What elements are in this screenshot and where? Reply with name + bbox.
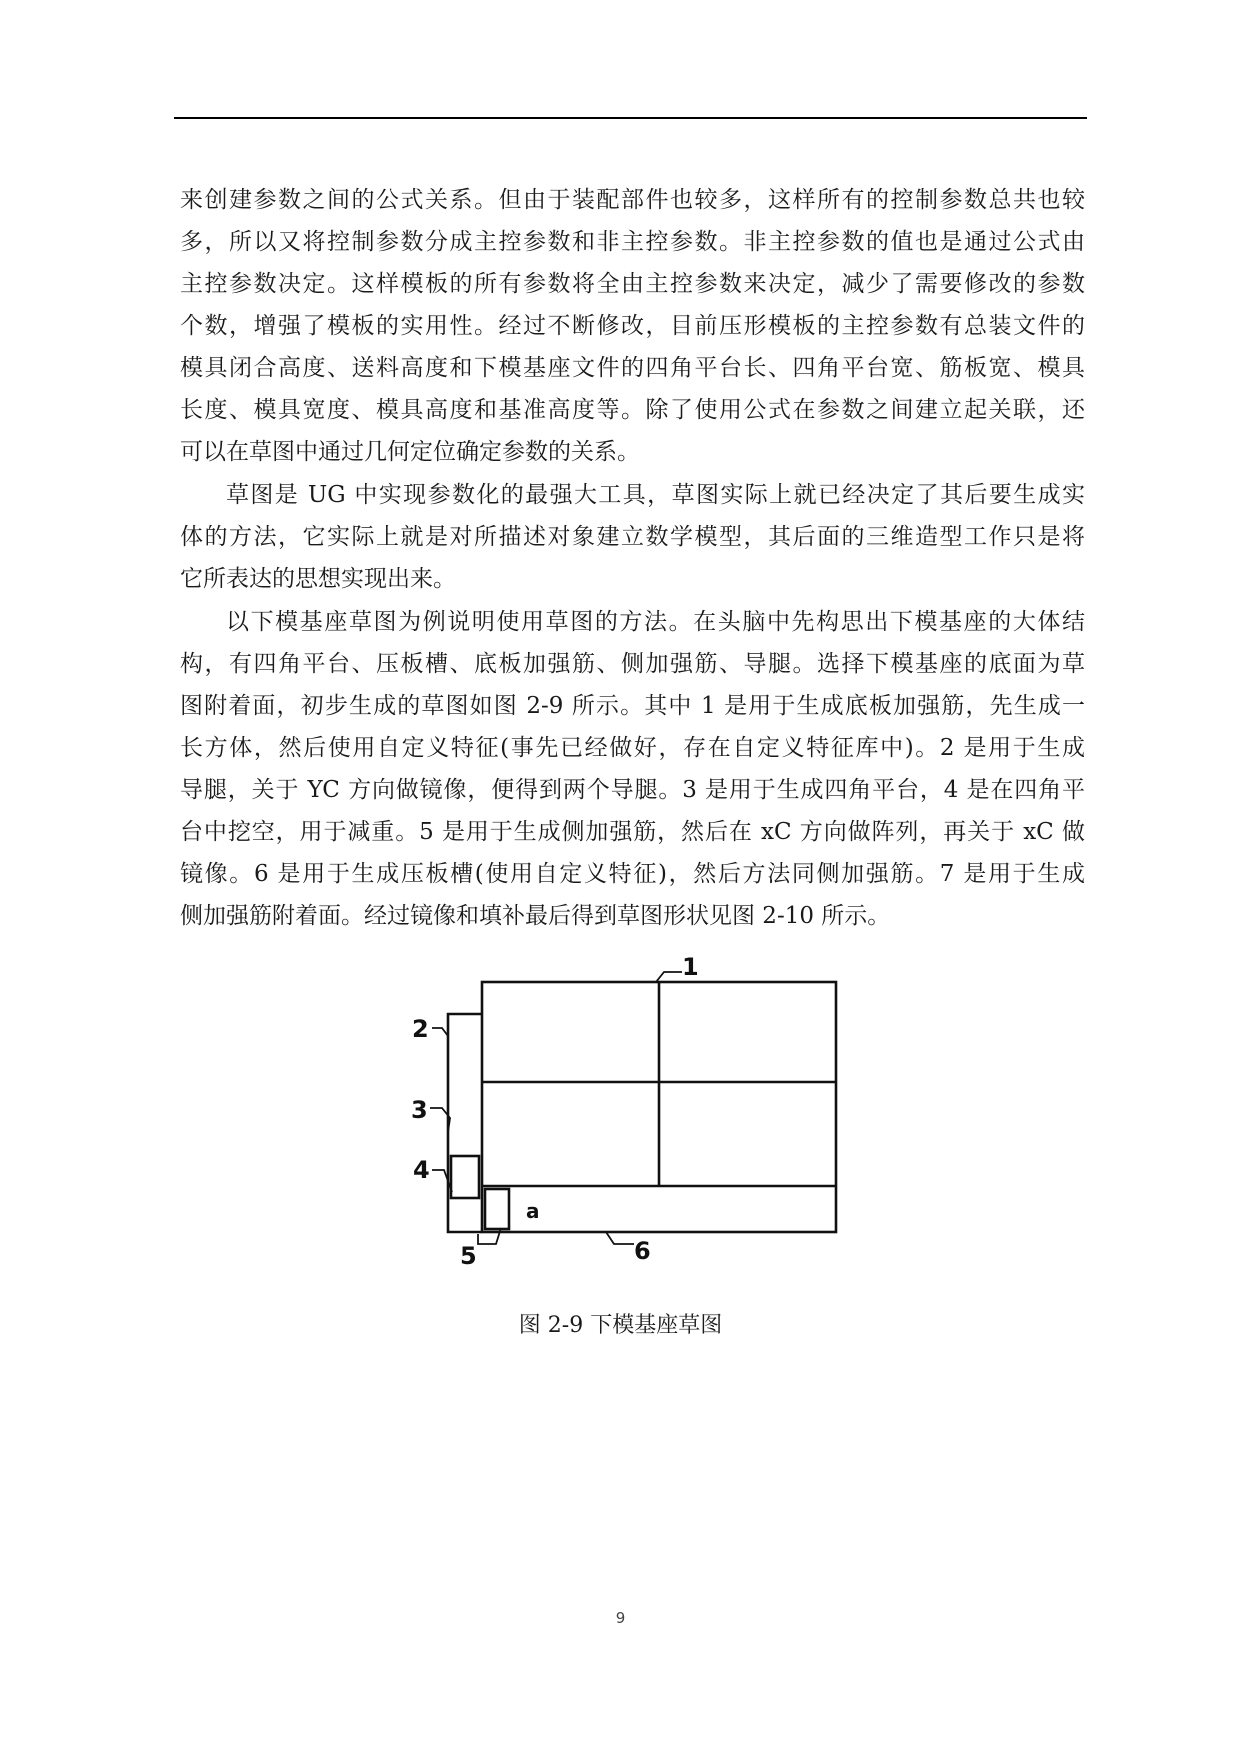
text-line: 图附着面，初步生成的草图如图 2-9 所示。其中 1 是用于生成底板加强筋，先生成一	[180, 693, 1085, 719]
label-a: a	[526, 1199, 540, 1223]
text-line: 体的方法，它实际上就是对所描述对象建立数学模型，其后面的三维造型工作只是将	[180, 524, 1085, 550]
text-line: 个数，增强了模板的实用性。经过不断修改，目前压形模板的主控参数有总装文件的	[180, 313, 1085, 339]
small-square	[485, 1189, 509, 1229]
figure-caption: 图 2-9 下模基座草图	[518, 1313, 723, 1338]
sketch-drawing	[398, 948, 858, 1283]
text-line: 以下模基座草图为例说明使用草图的方法。在头脑中先构思出下模基座的大体结	[226, 609, 1085, 635]
label-2: 2	[412, 1015, 429, 1043]
text-line: 可以在草图中通过几何定位确定参数的关系。	[180, 439, 640, 465]
text-line: 多，所以又将控制参数分成主控参数和非主控参数。非主控参数的值也是通过公式由	[180, 229, 1085, 255]
leader-6	[606, 1232, 634, 1244]
left-leg	[448, 1014, 482, 1232]
text-line: 主控参数决定。这样模板的所有参数将全由主控参数来决定，减少了需要修改的参数	[180, 271, 1085, 297]
text-line: 模具闭合高度、送料高度和下模基座文件的四角平台长、四角平台宽、筋板宽、模具	[180, 355, 1085, 381]
text-line: 台中挖空，用于减重。5 是用于生成侧加强筋，然后在 xC 方向做阵列，再关于 xC 做	[180, 819, 1085, 845]
label-3: 3	[411, 1096, 428, 1124]
text-line: 导腿，关于 YC 方向做镜像，便得到两个导腿。3 是用于生成四角平台，4 是在四角平	[180, 777, 1085, 803]
label-5: 5	[460, 1242, 477, 1270]
header-rule	[174, 117, 1087, 119]
sketch-figure	[398, 948, 858, 1283]
inner-frame	[451, 1156, 479, 1198]
page-number: 9	[615, 1609, 626, 1627]
text-line: 来创建参数之间的公式关系。但由于装配部件也较多，这样所有的控制参数总共也较	[180, 187, 1085, 213]
text-line: 长方体，然后使用自定义特征(事先已经做好，存在自定义特征库中)。2 是用于生成	[180, 735, 1085, 761]
text-line: 长度、模具宽度、模具高度和基准高度等。除了使用公式在参数之间建立起关联，还	[180, 397, 1085, 423]
text-line: 构，有四角平台、压板槽、底板加强筋、侧加强筋、导腿。选择下模基座的底面为草	[180, 651, 1085, 677]
text-line: 草图是 UG 中实现参数化的最强大工具，草图实际上就已经决定了其后要生成实	[226, 482, 1085, 508]
leader-2	[432, 1028, 448, 1036]
label-1: 1	[682, 953, 699, 981]
text-line: 它所表达的思想实现出来。	[180, 566, 456, 592]
label-4: 4	[413, 1156, 430, 1184]
leader-1	[656, 972, 682, 982]
text-line: 镜像。6 是用于生成压板槽(使用自定义特征)，然后方法同侧加强筋。7 是用于生成	[180, 861, 1085, 887]
label-6: 6	[634, 1237, 651, 1265]
text-line: 侧加强筋附着面。经过镜像和填补最后得到草图形状见图 2-10 所示。	[180, 903, 891, 929]
